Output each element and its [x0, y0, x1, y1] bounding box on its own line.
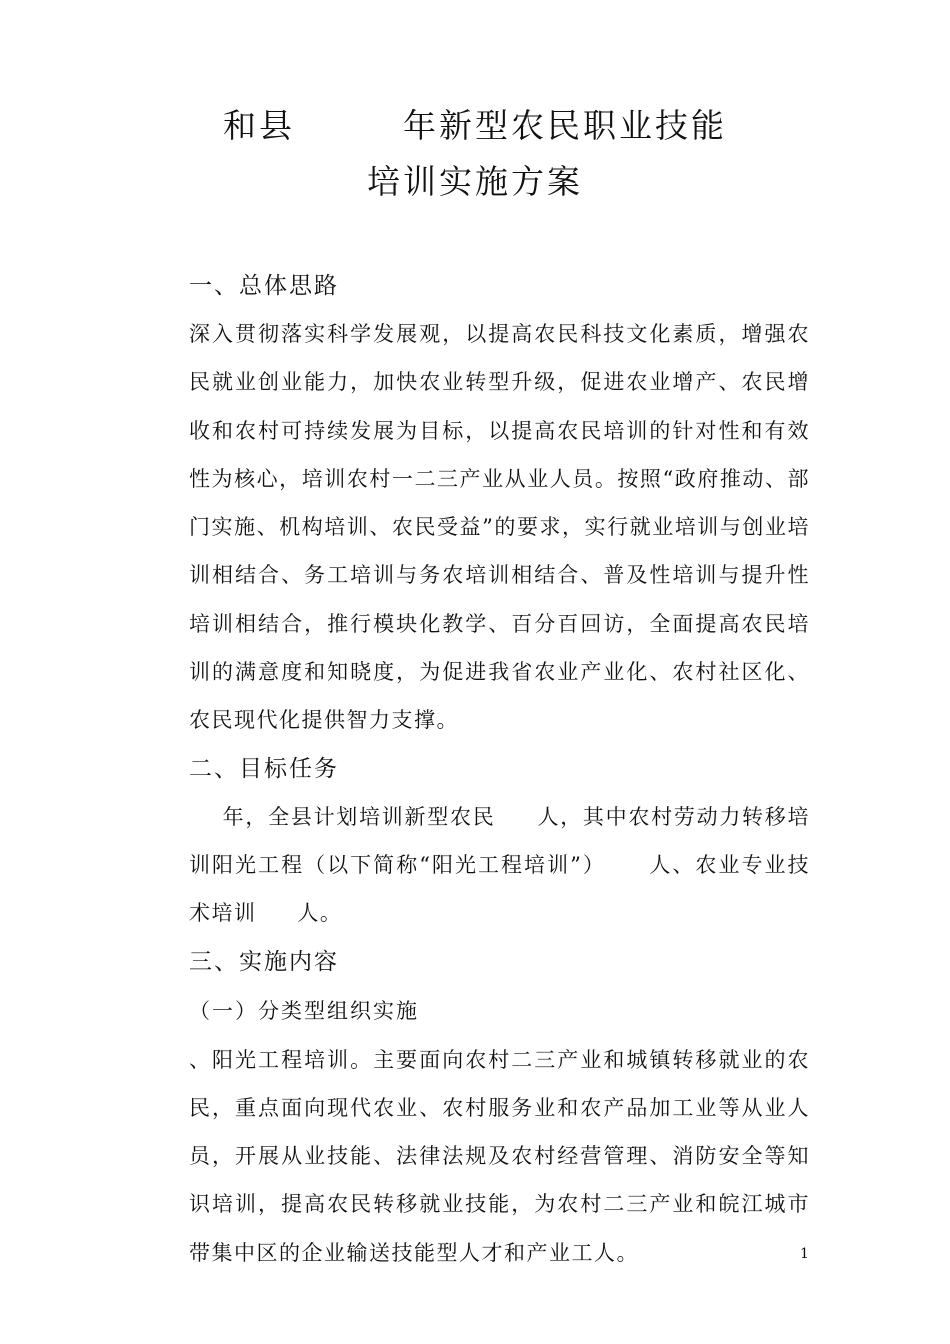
sub-heading-classified-implementation: （一）分类型组织实施 [189, 998, 419, 1023]
section-heading-overall-approach: 一、总体思路 [189, 273, 339, 299]
title-line-1: 和县 年新型农民职业技能 [223, 106, 727, 145]
section-heading-implementation: 三、实施内容 [189, 948, 339, 975]
title-line-2: 培训实施方案 [367, 162, 583, 201]
document-title [0, 98, 950, 210]
paragraph-goals-tasks: 年，全县计划培训新型农民 人，其中农村劳动力转移培训阳光工程（以下简称“阳光工程培训”） 人、农业专业技术培训 人。 [189, 804, 811, 926]
paragraph-overall-approach: 深入贯彻落实科学发展观，以提高农民科技文化素质，增强农民就业创业能力，加快农业转型升级，促进农业增产、农民增收和农村可持续发展为目标，以提高农民培训的针对性和有效性为核心，培训农村一二三产业从业人员。按照“政府推动、部门实施、机构培训、农民受益”的要求，实行就业培训与创业培训相结合、务工培训与务农培训相结合、普及性培训与提升性培训相结合，推行模块化教学、百分百回访，全面提高农民培训的满意度和知晓度，为促进我省农业产业化、农村社区化、农民现代化提供智力支撑。 [189, 322, 810, 733]
page-number: 1 [800, 1246, 809, 1262]
section-heading-goals-tasks: 二、目标任务 [189, 755, 339, 782]
paragraph-sunshine-project: 、阳光工程培训。主要面向农村二三产业和城镇转移就业的农民，重点面向现代农业、农村服务业和农产品加工业等从业人员，开展从业技能、法律法规及农村经营管理、消防安全等知识培训，提高农民转移就业技能，为农村二三产业和皖江城市带集中区的企业输送技能型人才和产业工人。 [189, 1047, 810, 1265]
document-body [145, 262, 810, 1277]
